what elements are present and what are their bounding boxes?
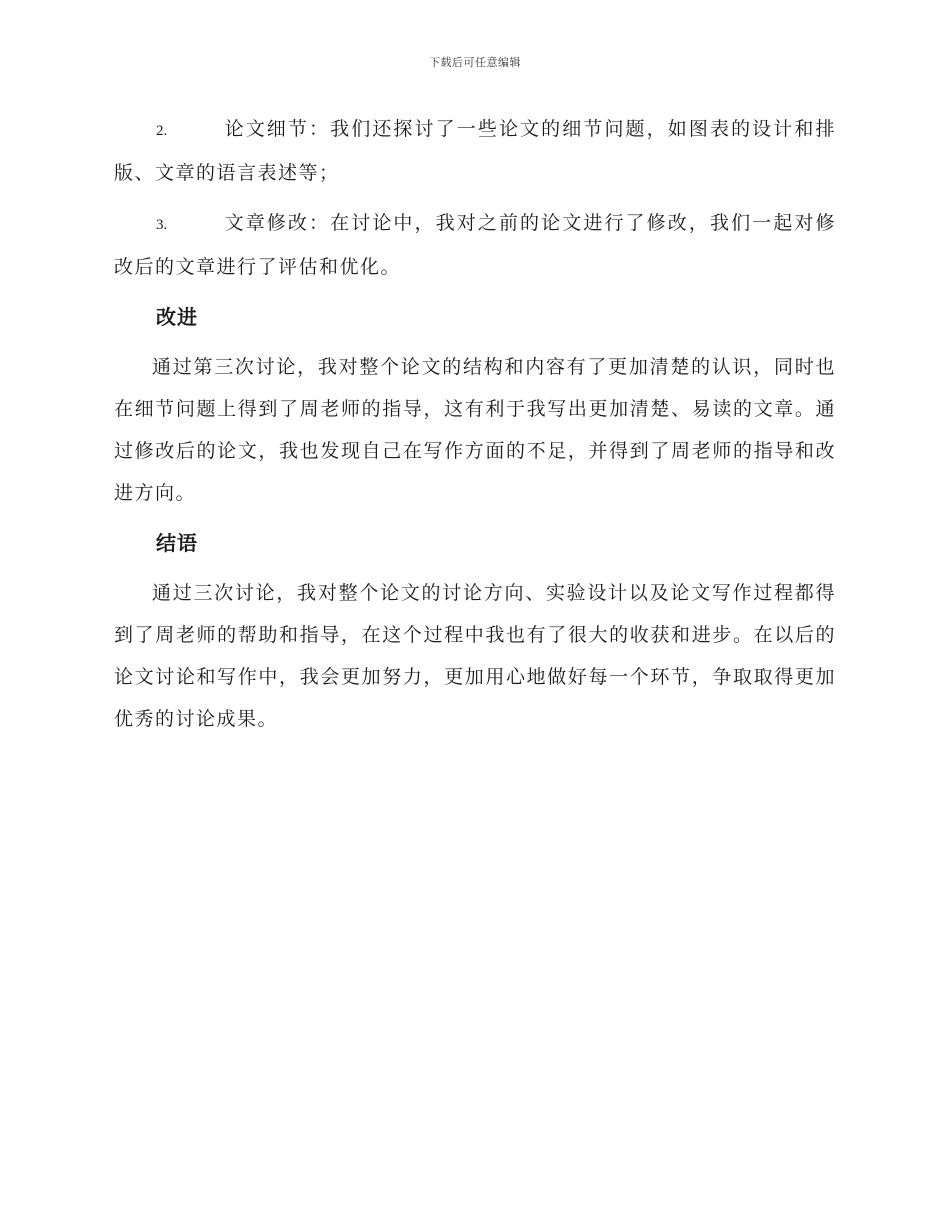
list-item-3 xyxy=(114,202,836,288)
list-item-2 xyxy=(114,108,836,194)
page-header: 下载后可任意编辑 xyxy=(429,56,521,69)
section-heading-improvement: 改进 xyxy=(156,305,198,329)
list-number: 2. xyxy=(156,123,168,139)
section-body-improvement: 通过第三次讨论，我对整个论文的结构和内容有了更加清楚的认识，同时也在细节问题上得到了周老师的指导，这有利于我写出更加清楚、易读的文章。通过修改后的论文，我也发现自己在写作方面的不足，并得到了周老师的指导和改进方向。 xyxy=(114,356,836,504)
section-body-conclusion: 通过三次讨论，我对整个论文的讨论方向、实验设计以及论文写作过程都得到了周老师的帮助和指导，在这个过程中我也有了很大的收获和进步。在以后的论文讨论和写作中，我会更加努力，更加用心地做好每一个环节，争取取得更加优秀的讨论成果。 xyxy=(114,582,836,730)
list-item-text: 论文细节：我们还探讨了一些论文的细节问题，如图表的设计和排版、文章的语言表述等； xyxy=(114,118,836,184)
section-heading-conclusion: 结语 xyxy=(156,531,198,555)
list-number: 3. xyxy=(156,217,168,233)
document-body xyxy=(114,108,836,748)
list-item-text: 文章修改：在讨论中，我对之前的论文进行了修改，我们一起对修改后的文章进行了评估和优化。 xyxy=(114,212,836,278)
